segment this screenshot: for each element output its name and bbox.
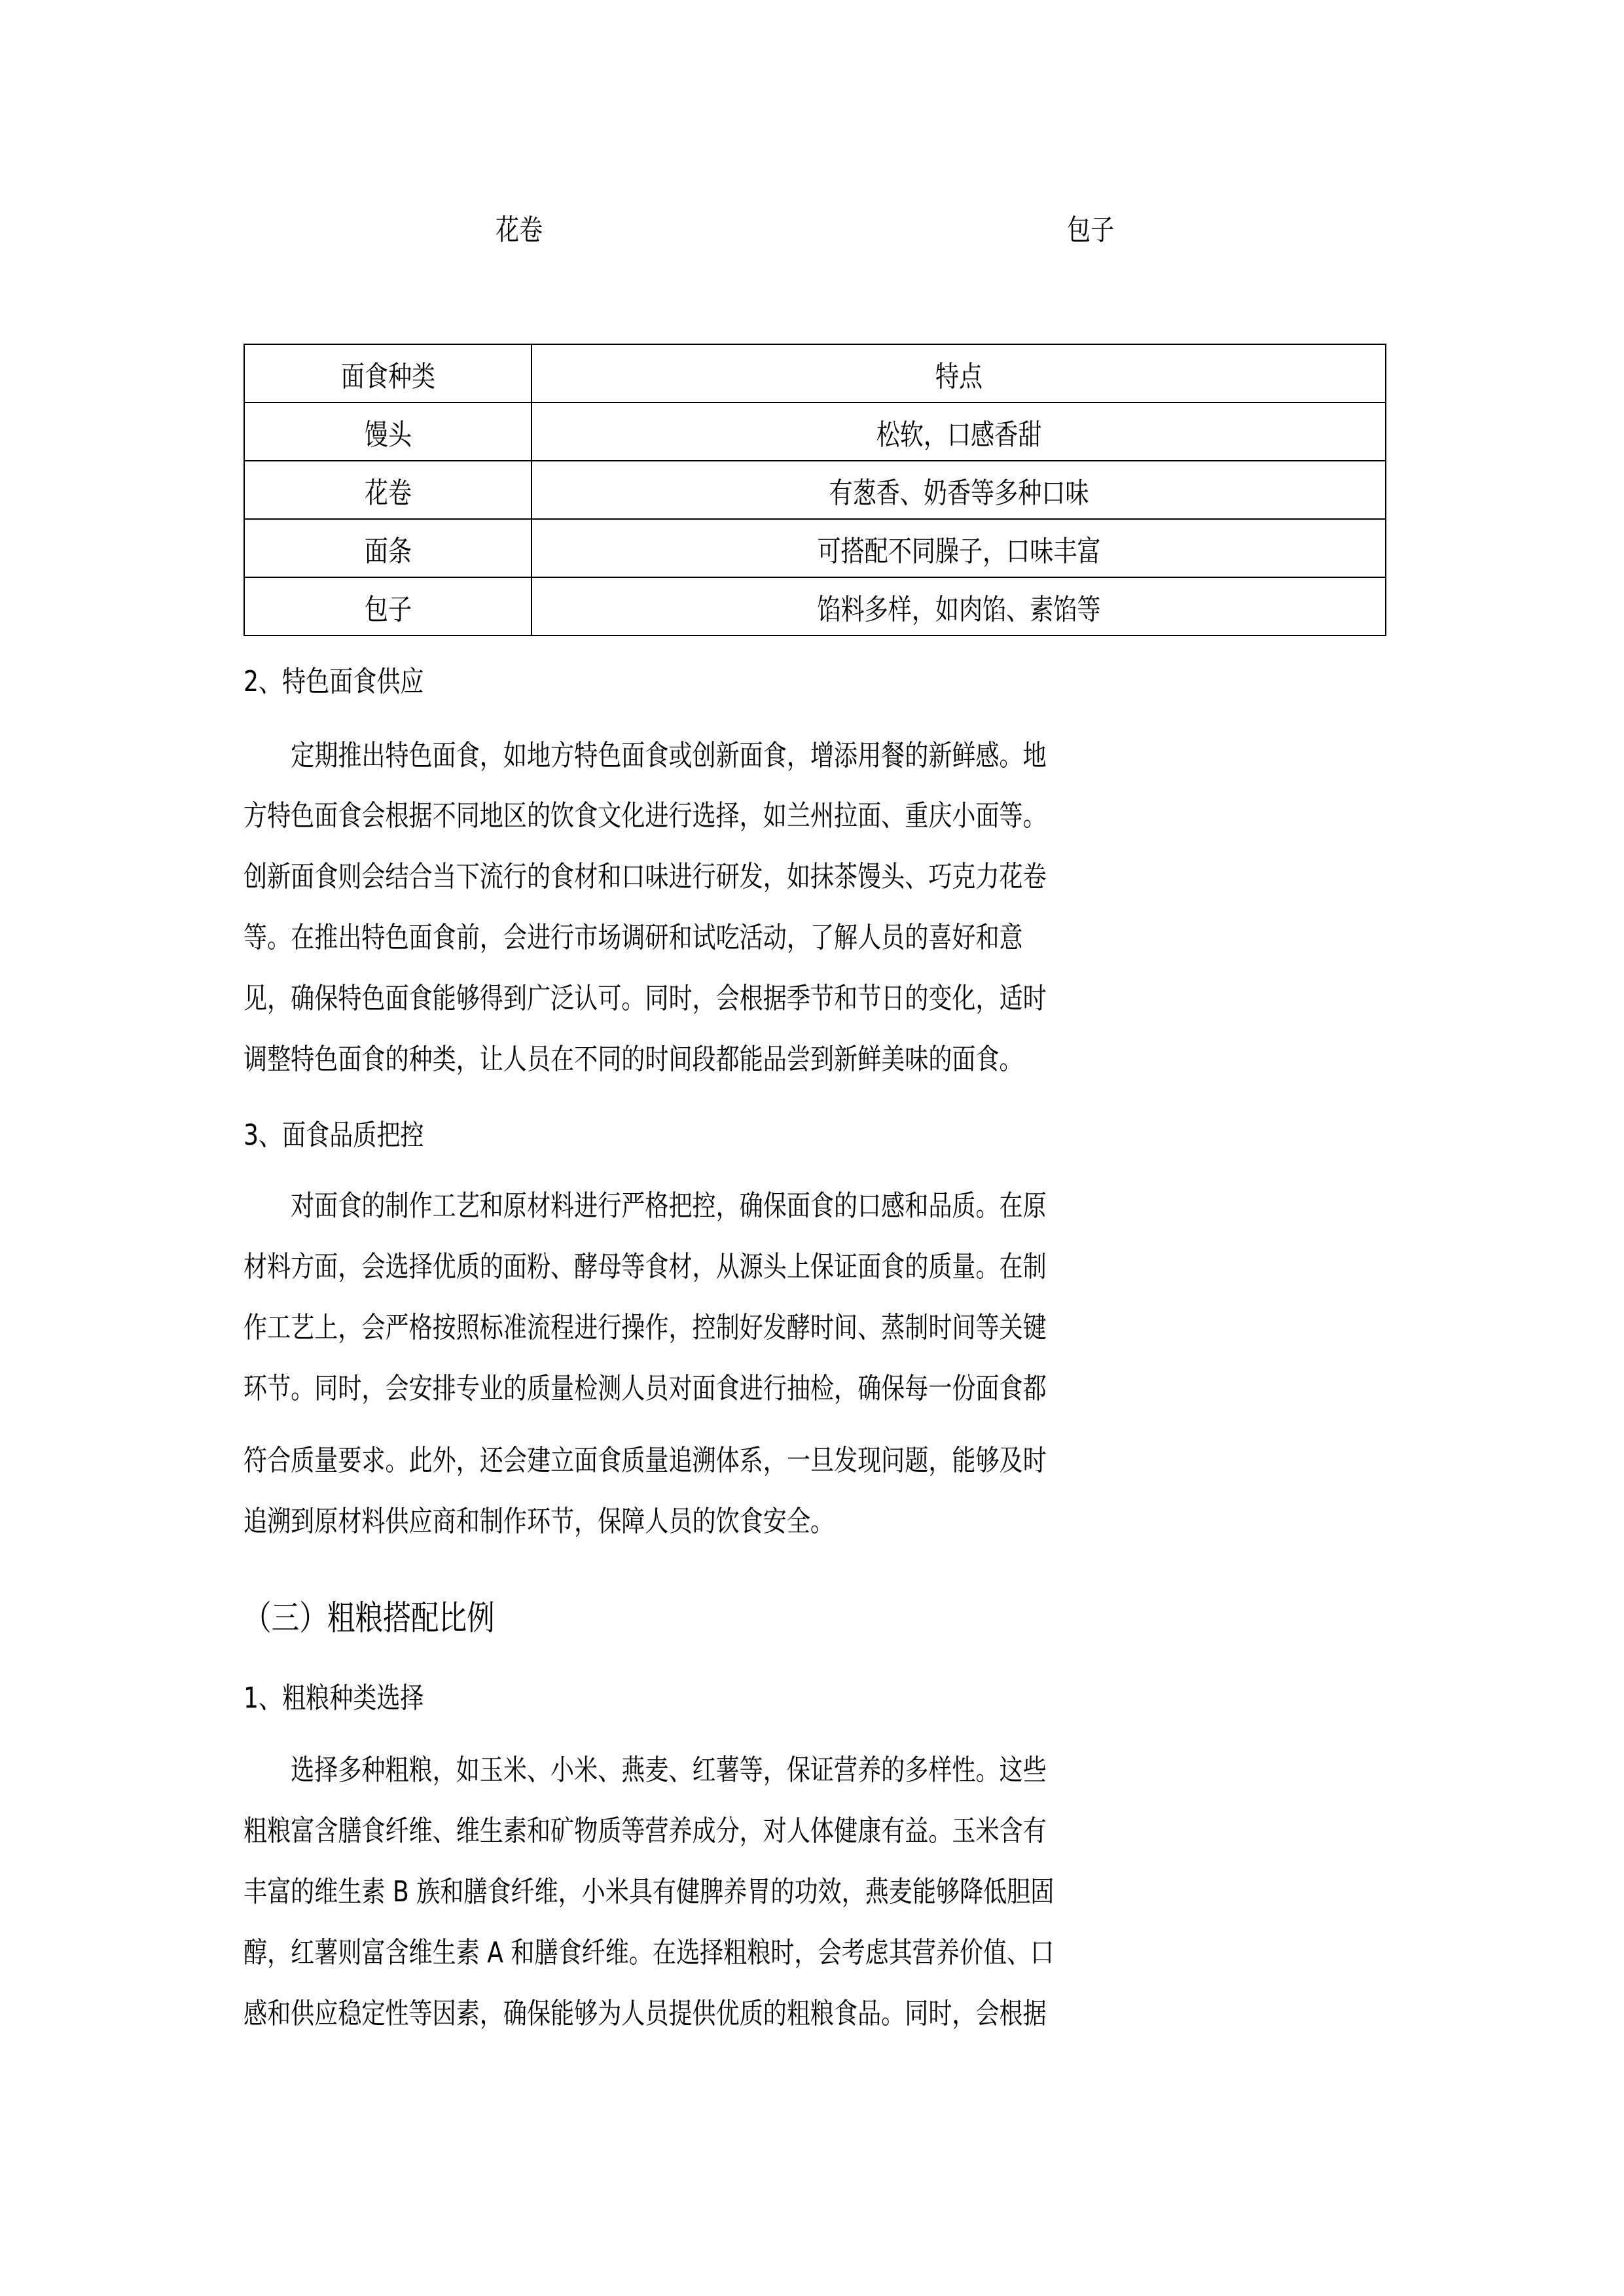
image-caption-huajuan: 花卷 — [496, 213, 543, 247]
table-cell: 馅料多样，如肉馅、素馅等 — [532, 577, 1386, 636]
paragraph-line: 选择多种粗粮，如玉米、小米、燕麦、红薯等，保证营养的多样性。这些 — [244, 1753, 1047, 1787]
table-row — [244, 577, 1386, 636]
paragraph-line: 感和供应稳定性等因素，确保能够为人员提供优质的粗粮食品。同时，会根据 — [244, 1997, 1047, 2030]
paragraph-line: 环节。同时，会安排专业的质量检测人员对面食进行抽检，确保每一份面食都 — [244, 1372, 1047, 1405]
table-header-cell: 特点 — [532, 344, 1386, 403]
section-heading-special-noodles: 2、特色面食供应 — [244, 665, 424, 698]
table-cell: 松软，口感香甜 — [532, 403, 1386, 461]
paragraph-line: 醇，红薯则富含维生素 A 和膳食纤维。在选择粗粮时，会考虑其营养价值、口 — [244, 1936, 1055, 1969]
table-cell: 有葱香、奶香等多种口味 — [532, 461, 1386, 519]
table-header-row — [244, 344, 1386, 403]
paragraph-line: 作工艺上，会严格按照标准流程进行操作，控制好发酵时间、蒸制时间等关键 — [244, 1311, 1047, 1344]
paragraph-line: 等。在推出特色面食前，会进行市场调研和试吃活动，了解人员的喜好和意 — [244, 921, 1023, 954]
noodle-types-table — [244, 344, 1386, 636]
paragraph-line: 对面食的制作工艺和原材料进行严格把控，确保面食的口感和品质。在原 — [244, 1189, 1047, 1223]
paragraph-line: 追溯到原材料供应商和制作环节，保障人员的饮食安全。 — [244, 1505, 834, 1538]
paragraph-line: 调整特色面食的种类，让人员在不同的时间段都能品尝到新鲜美味的面食。 — [244, 1043, 1023, 1076]
table-row — [244, 403, 1386, 461]
paragraph-line: 粗粮富含膳食纤维、维生素和矿物质等营养成分，对人体健康有益。玉米含有 — [244, 1814, 1047, 1848]
chapter-heading-coarse-grains: （三）粗粮搭配比例 — [244, 1599, 495, 1638]
section-heading-coarse-grain-types: 1、粗粮种类选择 — [244, 1681, 424, 1715]
table-cell: 花卷 — [244, 461, 532, 519]
table-cell: 可搭配不同臊子，口味丰富 — [532, 519, 1386, 577]
paragraph-line: 见，确保特色面食能够得到广泛认可。同时，会根据季节和节日的变化，适时 — [244, 982, 1047, 1015]
table-header-cell: 面食种类 — [244, 344, 532, 403]
table-cell: 馒头 — [244, 403, 532, 461]
paragraph-line: 定期推出特色面食，如地方特色面食或创新面食，增添用餐的新鲜感。地 — [244, 739, 1047, 772]
table-cell: 包子 — [244, 577, 532, 636]
table-row — [244, 461, 1386, 519]
section-heading-quality-control: 3、面食品质把控 — [244, 1119, 424, 1152]
paragraph-line: 符合质量要求。此外，还会建立面食质量追溯体系，一旦发现问题，能够及时 — [244, 1444, 1047, 1477]
paragraph-line: 材料方面，会选择优质的面粉、酵母等食材，从源头上保证面食的质量。在制 — [244, 1250, 1047, 1283]
table-cell: 面条 — [244, 519, 532, 577]
paragraph-line: 丰富的维生素 B 族和膳食纤维，小米具有健脾养胃的功效，燕麦能够降低胆固 — [244, 1875, 1055, 1909]
paragraph-line: 创新面食则会结合当下流行的食材和口味进行研发，如抹茶馒头、巧克力花卷 — [244, 860, 1047, 893]
paragraph-line: 方特色面食会根据不同地区的饮食文化进行选择，如兰州拉面、重庆小面等。 — [244, 799, 1047, 833]
table-row — [244, 519, 1386, 577]
image-caption-baozi: 包子 — [1067, 213, 1115, 247]
